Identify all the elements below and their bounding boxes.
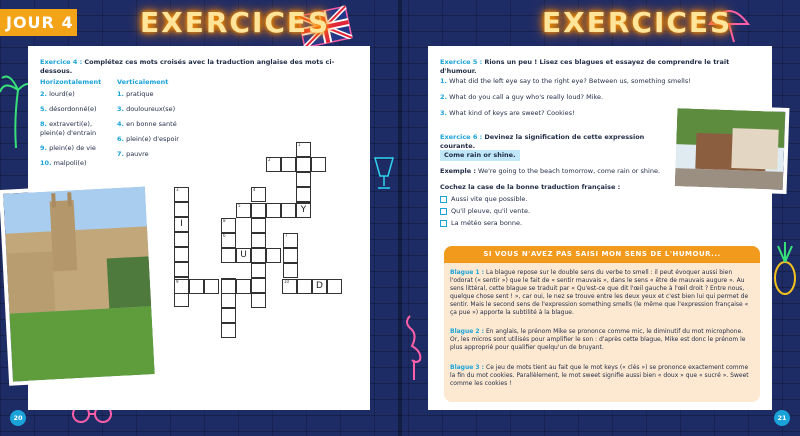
clue-h8: 8. extraverti(e), plein(e) d'entrain: [40, 120, 97, 137]
clue-v7: 7. pauvre: [117, 150, 149, 158]
crossword-cell[interactable]: [221, 279, 236, 294]
crossword-cell[interactable]: 1: [296, 142, 311, 157]
crossword-cell[interactable]: U: [236, 248, 251, 263]
page-title-right: EXERCICES: [542, 6, 733, 39]
crossword-cell[interactable]: [221, 248, 236, 263]
crossword-cell[interactable]: [283, 248, 298, 263]
crossword-cell[interactable]: 8: [221, 218, 236, 233]
cocktail-icon: [372, 154, 396, 190]
crossword-cell[interactable]: [266, 203, 281, 218]
crossword-cell[interactable]: [327, 279, 342, 294]
crossword-cell[interactable]: 10: [282, 279, 297, 294]
crossword-cell[interactable]: [236, 279, 251, 294]
page-title-left: EXERCICES: [140, 6, 331, 39]
humour-box: [444, 246, 760, 402]
crossword-cell[interactable]: [221, 293, 236, 308]
exercise-6-heading: Exercice 6 : Devinez la signification de cette expression courante.: [440, 133, 645, 150]
crossword-cell[interactable]: [251, 278, 266, 293]
crossword-cell[interactable]: Y: [296, 203, 311, 218]
joke-2: 2. What do you call a guy who's really loud? Mike.: [440, 93, 604, 101]
clue-v6: 6. plein(e) d'espoir: [117, 135, 179, 143]
crossword-cell[interactable]: D: [312, 279, 327, 294]
checkbox[interactable]: [440, 196, 447, 203]
crossword-cell[interactable]: [296, 187, 311, 202]
crossword-cell[interactable]: [174, 262, 189, 277]
explanation-3: Blague 3 : Ce jeu de mots tient au fait que le mot keys (« clés ») se prononce exactement comme la fin du mot cookies. Parallèlement, le mot sweet signifie aussi bien « doux » que « sucré ». Sweet comme les cookies !: [450, 364, 749, 387]
crossword-cell[interactable]: [251, 218, 266, 233]
option-1[interactable]: Aussi vite que possible.: [440, 195, 527, 204]
crossword-cell[interactable]: [174, 202, 189, 217]
crossword-cell[interactable]: [174, 232, 189, 247]
crossword-cell[interactable]: [204, 279, 219, 294]
joke-3: 3. What kind of keys are sweet? Cookies!: [440, 109, 575, 117]
exercise-5-heading: Exercice 5 : Rions un peu ! Lisez ces blagues et essayez de comprendre le trait d'humour.: [440, 58, 730, 75]
crossword-cell[interactable]: I: [174, 217, 189, 232]
crossword-cell[interactable]: 9: [174, 279, 189, 294]
page-number-right: 21: [774, 410, 790, 426]
clue-v4: 4. en bonne santé: [117, 120, 177, 128]
option-2[interactable]: Qu'il pleuve, qu'il vente.: [440, 207, 530, 216]
clue-h10: 10. malpoli(e): [40, 159, 87, 167]
crossword-cell[interactable]: [297, 279, 312, 294]
exercise-4-heading: Exercice 4 : Complétez ces mots croisés avec la traduction anglaise des mots ci-dessous.: [40, 58, 335, 75]
check-instructions: Cochez la case de la bonne traduction française :: [440, 183, 621, 191]
crossword-cell[interactable]: [296, 172, 311, 187]
crossword-cell[interactable]: [251, 233, 266, 248]
crossword-cell[interactable]: 7: [283, 233, 298, 248]
crossword-cell[interactable]: [266, 248, 281, 263]
clue-v3: 3. douloureux(se): [117, 105, 176, 113]
clue-h9: 9. plein(e) de vie: [40, 144, 96, 152]
village-photo: [671, 104, 790, 194]
crossword-cell[interactable]: 5: [236, 203, 251, 218]
vertical-clues: Verticalement 1. pratique 3. douloureux(se) 4. en bonne santé 6. plein(e) d'espoir 7. pauvre: [117, 78, 207, 159]
day-banner: JOUR 4: [0, 9, 77, 36]
crossword-cell[interactable]: [296, 157, 311, 172]
explanation-2: Blague 2 : En anglais, le prénom Mike se prononce comme mic, le diminutif du mot microphone. Or, les micros sont utilisés pour amplifier le son : d'après cette blague, Mike est donc le prénom le plus approprié pour qualifier quelqu'un de bruyant.: [450, 328, 746, 351]
expression-pill: Come rain or shine.: [440, 150, 520, 161]
crossword-cell[interactable]: [311, 157, 326, 172]
joke-1: 1. What did the left eye say to the right eye? Between us, something smells!: [440, 77, 691, 85]
crossword-cell[interactable]: [189, 279, 204, 294]
clue-h2: 2. lourd(e): [40, 90, 75, 98]
page-number-left: 20: [10, 410, 26, 426]
crossword-cell[interactable]: [251, 293, 266, 308]
example-line: Exemple : We're going to the beach tomorrow, come rain or shine.: [440, 167, 661, 175]
crossword-cell[interactable]: 3: [174, 187, 189, 202]
crossword-cell[interactable]: [281, 203, 296, 218]
crossword-cell[interactable]: 4: [251, 187, 266, 202]
clue-v1: 1. pratique: [117, 90, 154, 98]
crossword-cell[interactable]: [251, 203, 266, 218]
crossword-cell[interactable]: 2: [266, 157, 281, 172]
crossword-cell[interactable]: [174, 247, 189, 262]
crossword-cell[interactable]: [221, 323, 236, 338]
crossword-cell[interactable]: [221, 308, 236, 323]
crossword-cell[interactable]: [283, 263, 298, 278]
option-3[interactable]: La météo sera bonne.: [440, 219, 522, 228]
crossword-cell[interactable]: [251, 263, 266, 278]
explanation-1: Blague 1 : La blague repose sur le double sens du verbe to smell : il peut évoquer aussi bien l'odorat (« sentir ») que le fait de « sentir mauvais », dans le sens « être de mauvais augure ». Au sens littéral, cette blague se traduit par « Qu'est-ce que dit l'œil gauche à l'œil droit ? Entre nous, quelque chose sent ! », car oui, le nez se trouve entre les deux yeux et c'est bien lui qui permet de sentir. Mais le second sens de l'expression something smells (le même que l'expression française « ça pue ») apporte la subtilité à la blague.: [450, 269, 749, 316]
pineapple-icon: [772, 232, 798, 302]
oxford-photo: [0, 182, 159, 386]
humour-box-title: SI VOUS N'AVEZ PAS SAISI MON SENS DE L'HUMOUR...: [444, 246, 760, 263]
checkbox[interactable]: [440, 220, 447, 227]
clue-h5: 5. désordonné(e): [40, 105, 97, 113]
crossword-cell[interactable]: [281, 157, 296, 172]
crossword-cell[interactable]: [251, 248, 266, 263]
horizontal-clues: Horizontalement 2. lourd(e) 5. désordonné(e) 8. extraverti(e), plein(e) d'entrain 9. plein(e) de vie 10. malpoli(e): [40, 78, 116, 168]
crossword-cell[interactable]: [174, 292, 189, 307]
crossword-cell[interactable]: 6: [221, 233, 236, 248]
checkbox[interactable]: [440, 208, 447, 215]
flamingo-icon: [402, 312, 428, 382]
